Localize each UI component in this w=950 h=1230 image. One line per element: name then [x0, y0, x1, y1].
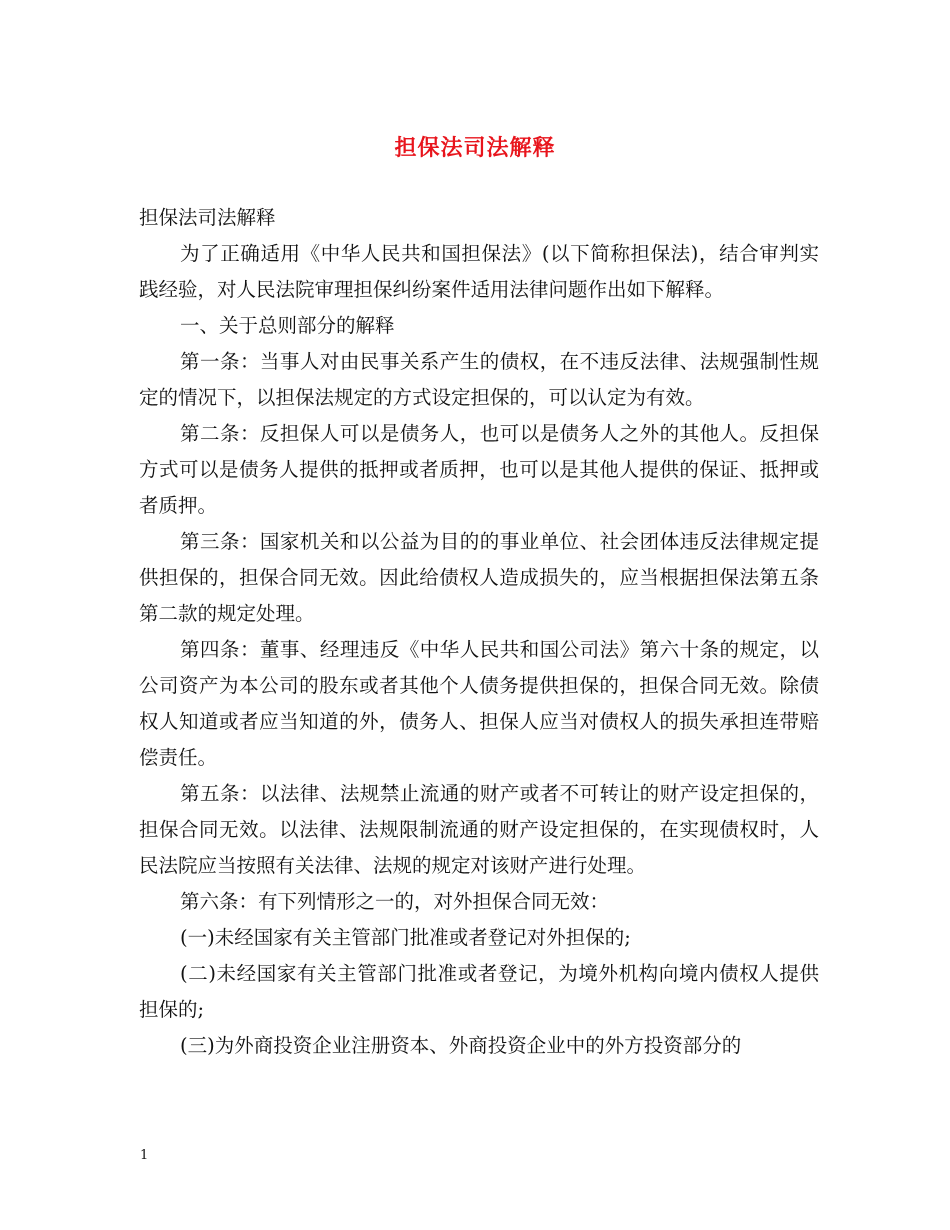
- article-4-paragraph: 第四条：董事、经理违反《中华人民共和国公司法》第六十条的规定，以公司资产为本公司的股东或者其他个人债务提供担保的，担保合同无效。除债权人知道或者应当知道的外，债务人、担保人应当对债权人的损失承担连带赔偿责任。: [139, 638, 819, 769]
- article-5-paragraph: 第五条：以法律、法规禁止流通的财产或者不可转让的财产设定担保的，担保合同无效。以法律、法规限制流通的财产设定担保的，在实现债权时，人民法院应当按照有关法律、法规的规定对该财产进行处理。: [139, 782, 819, 877]
- article-3-paragraph: 第三条：国家机关和以公益为目的的事业单位、社会团体违反法律规定提供担保的，担保合同无效。因此给债权人造成损失的，应当根据担保法第五条第二款的规定处理。: [139, 530, 819, 625]
- document-title: 担保法司法解释: [394, 135, 556, 161]
- list-item-1: (一)未经国家有关主管部门批准或者登记对外担保的;: [180, 926, 631, 949]
- section-heading: 一、关于总则部分的解释: [180, 314, 395, 337]
- article-2-paragraph: 第二条：反担保人可以是债务人，也可以是债务人之外的其他人。反担保方式可以是债务人提供的抵押或者质押，也可以是其他人提供的保证、抵押或者质押。: [139, 422, 819, 517]
- preamble-paragraph: 为了正确适用《中华人民共和国担保法》(以下简称担保法)，结合审判实践经验，对人民法院审理担保纠纷案件适用法律问题作出如下解释。: [139, 242, 819, 301]
- page-number: 1: [140, 1148, 149, 1163]
- article-6-paragraph: 第六条：有下列情形之一的，对外担保合同无效：: [180, 890, 610, 913]
- document-body: [139, 200, 819, 1064]
- subtitle-paragraph: 担保法司法解释: [139, 206, 276, 229]
- list-item-2: (二)未经国家有关主管部门批准或者登记，为境外机构向境内债权人提供担保的;: [139, 962, 819, 1021]
- article-1-paragraph: 第一条：当事人对由民事关系产生的债权，在不违反法律、法规强制性规定的情况下，以担保法规定的方式设定担保的，可以认定为有效。: [139, 350, 819, 409]
- list-item-3: (三)为外商投资企业注册资本、外商投资企业中的外方投资部分的: [180, 1034, 742, 1057]
